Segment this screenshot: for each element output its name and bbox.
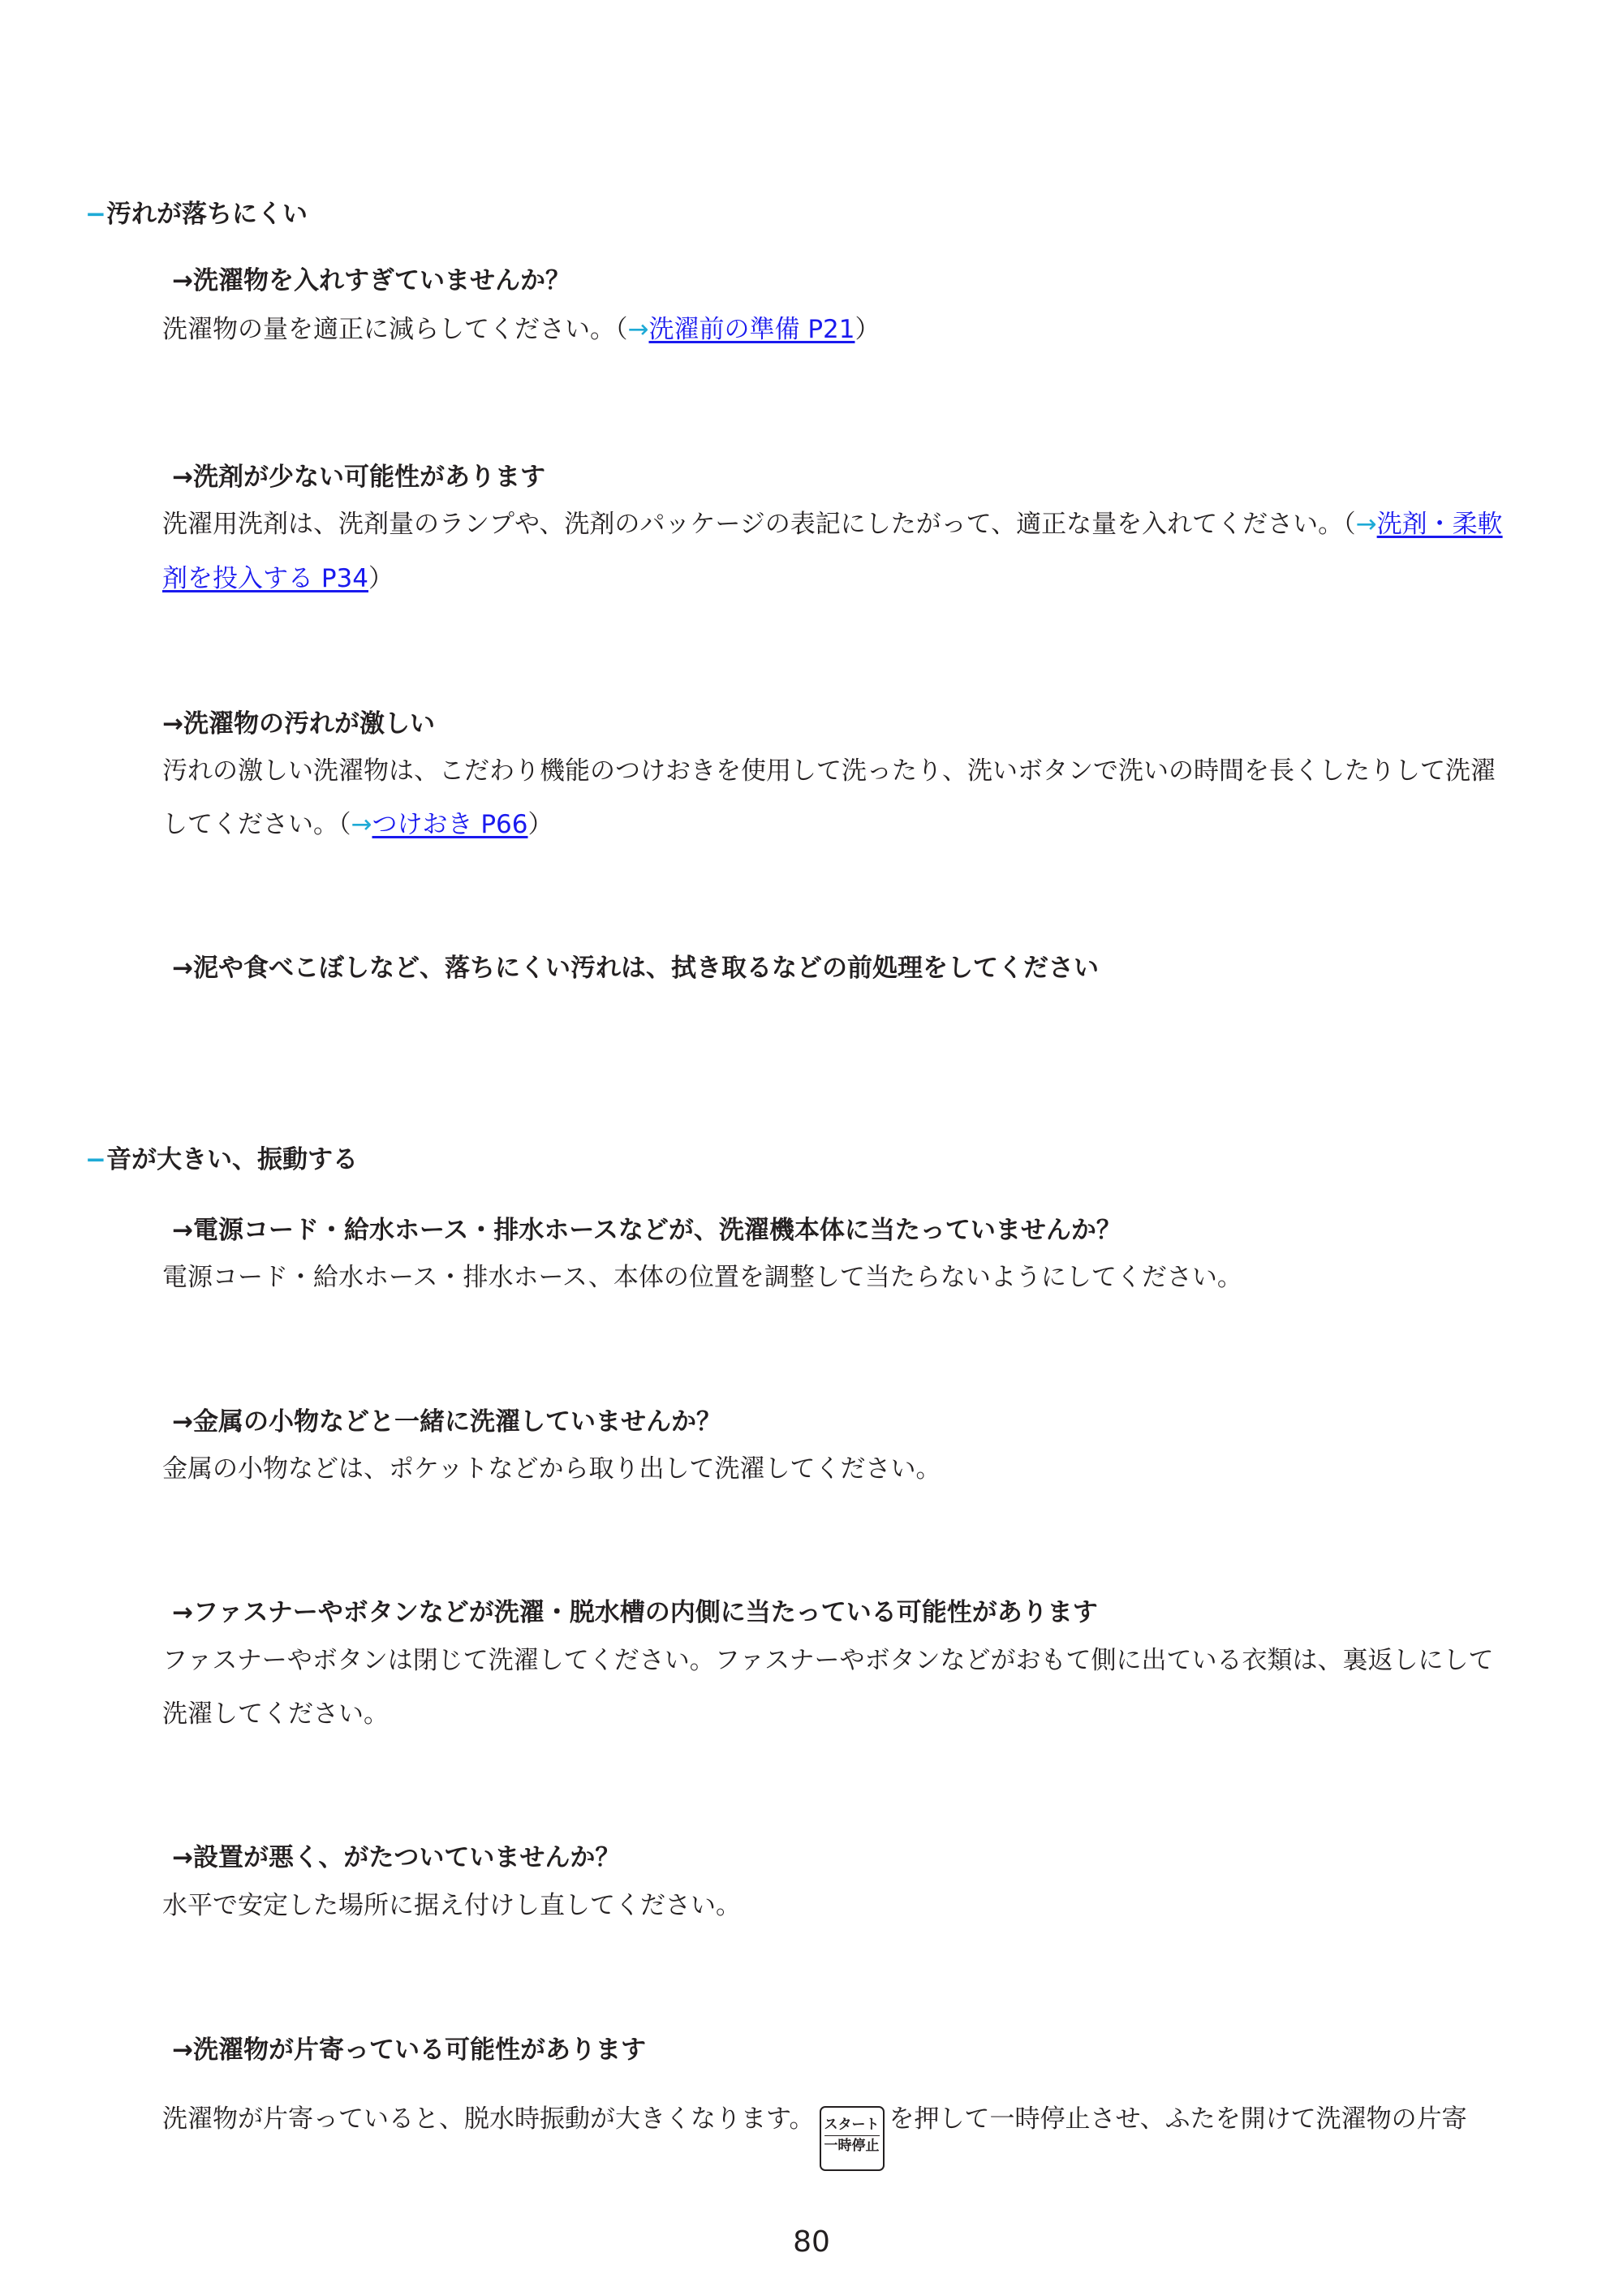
question-metal-items: →金属の小物などと一緒に洗濯していませんか？ [172,1407,721,1437]
link-preparation-p21[interactable]: 洗濯前の準備 P21 [648,315,855,344]
question-little-detergent: →洗剤が少ない可能性があります [172,463,545,492]
heading-title: 音が大きい、振動する [105,1145,358,1174]
answer-text: を押して一時停止させ、ふたを開けて洗濯物の片寄 [889,2104,1467,2134]
answer-cords-touching: 電源コード・給水ホース・排水ホース、本体の位置を調整して当たらないようにしてください。 [162,1263,1242,1292]
answer-heavy-stains-line2 [162,810,553,840]
answer-text: 洗濯物の量を適正に減らしてください。（ [162,315,628,344]
answer-installation: 水平で安定した場所に据え付けし直してください。 [162,1891,741,1920]
answer-unbalanced [162,2104,1467,2171]
page-number: 80 [793,2225,830,2259]
question-zippers: →ファスナーやボタンなどが洗濯・脱水槽の内側に当たっている可能性があります [172,1598,1098,1627]
question-installation: →設置が悪く、がたついていませんか？ [172,1843,621,1872]
ref-close: ） [855,315,880,344]
link-detergent-p34-cont[interactable]: 剤を投入する P34 [162,564,368,593]
start-pause-button-icon [820,2106,885,2171]
answer-text: 洗濯物が片寄っていると、脱水時振動が大きくなります。 [162,2104,815,2134]
answer-text: 洗濯用洗剤は、洗剤量のランプや、洗剤のパッケージの表記にしたがって、適正な量を入れてください。（ [162,510,1356,539]
answer-little-detergent-line2 [162,564,394,594]
link-soak-p66[interactable]: つけおき P66 [372,810,528,839]
answer-metal-items: 金属の小物などは、ポケットなどから取り出して洗濯してください。 [162,1454,941,1484]
link-detergent-p34[interactable]: 洗剤・柔軟 [1376,510,1503,539]
button-label-start: スタート [824,2116,880,2133]
question-overloaded: →洗濯物を入れすぎていませんか？ [172,266,570,295]
answer-zippers-line1: ファスナーやボタンは閉じて洗濯してください。ファスナーやボタンなどがおもて側に出ている衣類は、裏返しにして [162,1646,1494,1675]
ref-arrow: → [351,810,372,839]
button-label-pause: 一時停止 [824,2135,880,2155]
question-cords-touching: →電源コード・給水ホース・排水ホースなどが、洗濯機本体に当たっていませんか？ [172,1216,1121,1245]
heading-dash: − [85,200,106,229]
heading-title: 汚れが落ちにくい [105,200,308,229]
answer-overloaded [162,315,880,345]
question-unbalanced: →洗濯物が片寄っている可能性があります [172,2035,646,2065]
question-pretreat: →泥や食べこぼしなど、落ちにくい汚れは、拭き取るなどの前処理をしてください [172,954,1099,983]
heading-dash: − [85,1145,106,1174]
section-heading-noise [85,1139,358,1175]
answer-zippers-line2: 洗濯してください。 [162,1699,389,1729]
answer-little-detergent-line1 [162,510,1503,540]
section-heading-stains [85,193,308,230]
question-heavy-stains: →洗濯物の汚れが激しい [162,709,435,739]
ref-close: ） [368,564,394,593]
answer-heavy-stains-line1: 汚れの激しい洗濯物は、こだわり機能のつけおきを使用して洗ったり、洗いボタンで洗いの時間を長くしたりして洗濯 [162,756,1496,786]
ref-arrow: → [627,315,649,344]
answer-text: してください。（ [162,810,351,839]
ref-arrow: → [1355,510,1377,539]
ref-close: ） [527,810,553,839]
